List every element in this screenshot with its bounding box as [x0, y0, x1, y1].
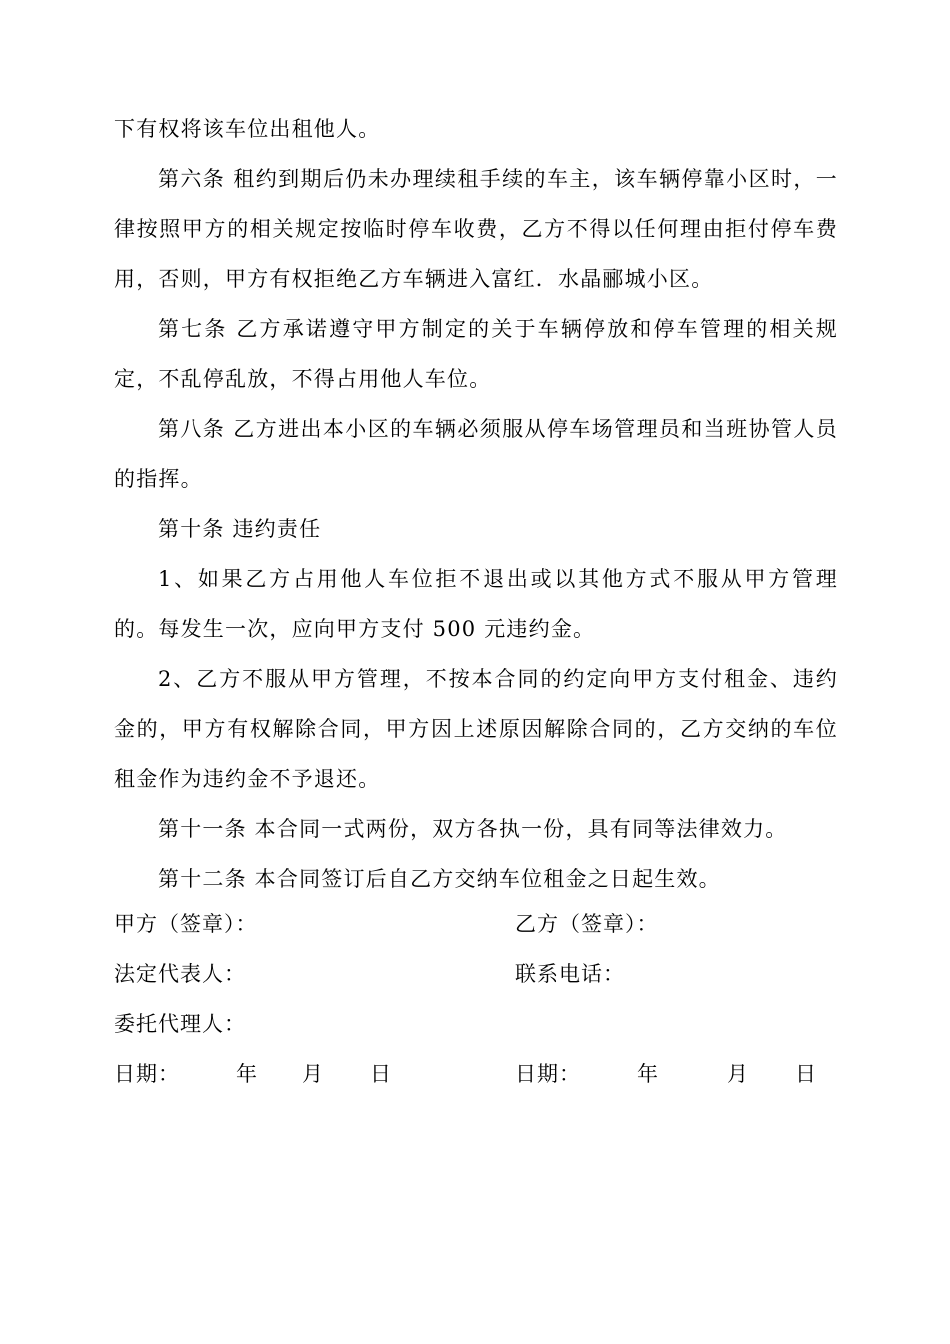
- contract-body: [114, 104, 838, 904]
- party-a-year-label: 年: [236, 1062, 258, 1086]
- clause-7: 第七条 乙方承诺遵守甲方制定的关于车辆停放和停车管理的相关规定，不乱停乱放，不得占用他人车位。: [114, 317, 838, 391]
- clause-10-item-2: 2、乙方不服从甲方管理，不按本合同的约定向甲方支付租金、违约金的，甲方有权解除合同，甲方因上述原因解除合同的，乙方交纳的车位租金作为违约金不予退还。: [114, 667, 838, 791]
- party-b-date-label: 日期：: [515, 1062, 581, 1086]
- legal-representative-label: 法定代表人：: [114, 962, 246, 986]
- party-b-month-label: 月: [727, 1062, 749, 1086]
- clause-11: 第十一条 本合同一式两份，双方各执一份，具有同等法律效力。: [158, 817, 788, 841]
- paragraph-continuation: 下有权将该车位出租他人。: [114, 117, 381, 141]
- clause-6: 第六条 租约到期后仍未办理续租手续的车主，该车辆停靠小区时，一律按照甲方的相关规定按临时停车收费，乙方不得以任何理由拒付停车费用，否则，甲方有权拒绝乙方车辆进入富红．水晶郦城小区。: [114, 167, 838, 291]
- clause-10-item-1: 1、如果乙方占用他人车位拒不退出或以其他方式不服从甲方管理的。每发生一次，应向甲方支付 500 元违约金。: [114, 567, 838, 641]
- party-a-seal-label: 甲方（签章）：: [114, 912, 258, 936]
- party-b-year-label: 年: [637, 1062, 659, 1086]
- party-a-day-label: 日: [370, 1062, 392, 1086]
- party-b-seal-label: 乙方（签章）：: [515, 912, 659, 936]
- party-a-date-label: 日期：: [114, 1062, 180, 1086]
- agent-label: 委托代理人：: [114, 1012, 246, 1036]
- phone-label: 联系电话：: [515, 962, 625, 986]
- signature-row-agent: [114, 999, 838, 1049]
- clause-8: 第八条 乙方进出本小区的车辆必须服从停车场管理员和当班协管人员的指挥。: [114, 417, 838, 491]
- clause-12: 第十二条 本合同签订后自乙方交纳车位租金之日起生效。: [158, 867, 721, 891]
- signature-row-seal: [114, 899, 838, 949]
- party-a-month-label: 月: [302, 1062, 324, 1086]
- signature-row-representative: [114, 949, 838, 999]
- clause-10-heading: 第十条 违约责任: [158, 517, 322, 541]
- party-b-day-label: 日: [795, 1062, 817, 1086]
- signature-row-date: [114, 1049, 838, 1099]
